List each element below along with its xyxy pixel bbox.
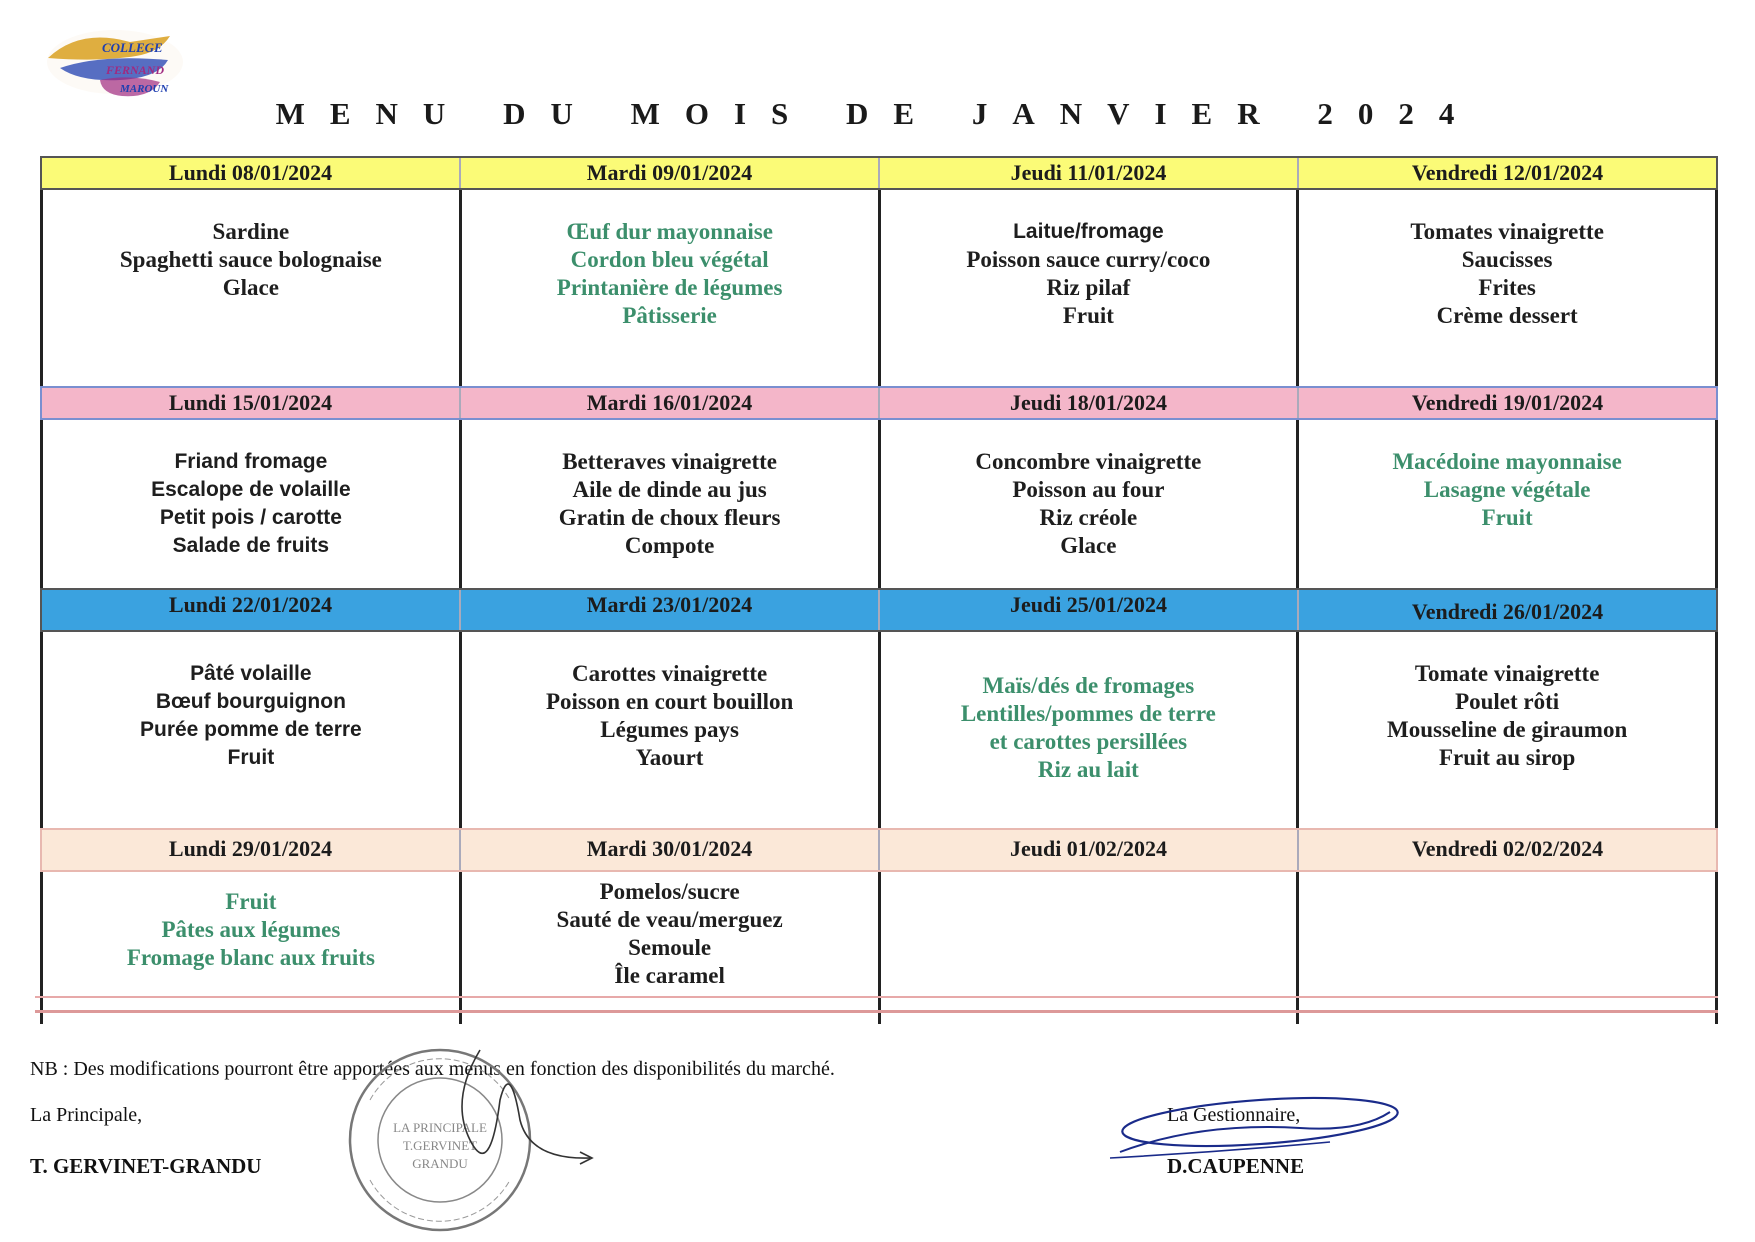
menu-note: NB : Des modifications pourront être apportées aux menus en fonction des disponibilités du marché. xyxy=(30,1058,835,1080)
day-header: Vendredi 19/01/2024 xyxy=(1411,390,1604,415)
day-header: Lundi 08/01/2024 xyxy=(42,158,461,188)
dish: Tomate vinaigrette xyxy=(1414,661,1600,686)
dish: Pâté volaille xyxy=(190,662,312,685)
dish: Sauté de veau/merguez xyxy=(556,907,783,932)
svg-text:FERNAND: FERNAND xyxy=(106,63,165,77)
dish: Maïs/dés de fromages xyxy=(982,673,1195,698)
day-menu xyxy=(881,190,1300,386)
page-title: MENU DU MOIS DE JANVIER 2024 xyxy=(275,96,1480,131)
dish: Purée pomme de terre xyxy=(139,718,362,741)
week-dishes xyxy=(40,190,1718,386)
dish: Fromage blanc aux fruits xyxy=(126,945,375,970)
college-logo xyxy=(40,18,190,106)
week-header xyxy=(40,828,1718,872)
dish: Gratin de choux fleurs xyxy=(558,505,781,530)
dish: Île caramel xyxy=(614,963,725,988)
gestionnaire-label: La Gestionnaire, xyxy=(1167,1104,1301,1126)
dish: Légumes pays xyxy=(600,717,739,742)
day-menu xyxy=(462,420,881,588)
dish: Fruit xyxy=(227,746,275,769)
day-menu-vegetarian xyxy=(43,872,462,1024)
week-dishes xyxy=(40,420,1718,588)
day-menu xyxy=(881,420,1300,588)
table-bottom-border xyxy=(35,1010,1718,1013)
dish: Poisson en court bouillon xyxy=(545,689,794,714)
week-header xyxy=(40,588,1718,632)
dish: Crème dessert xyxy=(1436,303,1578,328)
day-menu xyxy=(43,190,462,386)
day-menu-vegetarian xyxy=(1299,420,1715,588)
dish: Poulet rôti xyxy=(1455,689,1560,714)
dish: Petit pois / carotte xyxy=(159,506,342,529)
day-header: Lundi 15/01/2024 xyxy=(42,388,461,418)
principal-signature xyxy=(420,1040,600,1190)
day-header: Vendredi 26/01/2024 xyxy=(1411,599,1604,624)
dish: Glace xyxy=(1060,533,1117,558)
svg-text:T.GERVINET: T.GERVINET xyxy=(402,1138,478,1153)
dish: Fruit xyxy=(225,889,277,914)
dish: Bœuf bourguignon xyxy=(155,690,346,713)
day-menu xyxy=(1299,632,1715,828)
dish: Pâtisserie xyxy=(622,303,717,328)
week-dishes xyxy=(40,632,1718,828)
day-header: Jeudi 18/01/2024 xyxy=(880,388,1299,418)
dish: Sardine xyxy=(212,219,290,244)
day-header: Vendredi 12/01/2024 xyxy=(1411,160,1604,185)
dish: Riz pilaf xyxy=(1046,275,1131,300)
svg-text:LA PRINCIPALE: LA PRINCIPALE xyxy=(393,1120,487,1135)
dish: Carottes vinaigrette xyxy=(572,661,768,686)
day-header: Jeudi 01/02/2024 xyxy=(880,830,1299,870)
dish: Aile de dinde au jus xyxy=(572,477,767,502)
dish: Semoule xyxy=(628,935,712,960)
day-menu-empty xyxy=(881,872,1300,1024)
dish: Macédoine mayonnaise xyxy=(1392,449,1622,474)
day-menu xyxy=(462,872,881,1024)
day-menu-empty xyxy=(1299,872,1715,1024)
dish: Escalope de volaille xyxy=(151,478,351,501)
day-menu xyxy=(1299,190,1715,386)
dish: Fruit xyxy=(1481,505,1533,530)
day-menu xyxy=(43,632,462,828)
dish: Salade de fruits xyxy=(172,534,330,557)
dish: Compote xyxy=(624,533,715,558)
dish: Friand fromage xyxy=(174,450,328,473)
dish: Spaghetti sauce bolognaise xyxy=(119,247,382,272)
week-dishes xyxy=(40,872,1718,1024)
dish: Glace xyxy=(222,275,279,300)
dish: Mousseline de giraumon xyxy=(1387,717,1628,742)
day-menu-vegetarian xyxy=(462,190,881,386)
dish: Pomelos/sucre xyxy=(599,879,740,904)
svg-text:GRANDU: GRANDU xyxy=(412,1156,468,1171)
principal-name: T. GERVINET-GRANDU xyxy=(30,1154,262,1178)
dish: Riz au lait xyxy=(1037,757,1139,782)
dish: Printanière de légumes xyxy=(556,275,783,300)
dish: Riz créole xyxy=(1039,505,1138,530)
day-header: Mardi 09/01/2024 xyxy=(461,158,880,188)
day-header: Mardi 30/01/2024 xyxy=(461,830,880,870)
day-header: Lundi 29/01/2024 xyxy=(42,830,461,870)
dish: et carottes persillées xyxy=(989,729,1188,754)
svg-text:MAROUN: MAROUN xyxy=(120,83,169,95)
dish: Frites xyxy=(1478,275,1536,300)
dish: Lentilles/pommes de terre xyxy=(960,701,1216,726)
svg-text:COLLEGE: COLLEGE xyxy=(102,40,163,55)
dish: Laitue/fromage xyxy=(1013,220,1164,243)
week-header xyxy=(40,156,1718,190)
day-header: Jeudi 11/01/2024 xyxy=(880,158,1299,188)
day-header: Lundi 22/01/2024 xyxy=(42,590,461,630)
dish: Pâtes aux légumes xyxy=(161,917,341,942)
dish: Saucisses xyxy=(1461,247,1553,272)
gestionnaire-signature xyxy=(1100,1082,1400,1182)
week-header xyxy=(40,386,1718,420)
dish: Poisson au four xyxy=(1012,477,1165,502)
day-menu-vegetarian xyxy=(881,632,1300,828)
principal-label: La Principale, xyxy=(30,1104,143,1126)
gestionnaire-name: D.CAUPENNE xyxy=(1167,1154,1305,1178)
dish: Concombre vinaigrette xyxy=(975,449,1202,474)
dish: Tomates vinaigrette xyxy=(1410,219,1604,244)
dish: Œuf dur mayonnaise xyxy=(566,219,773,244)
dish: Yaourt xyxy=(635,745,704,770)
dish: Cordon bleu végétal xyxy=(570,247,769,272)
dish: Betteraves vinaigrette xyxy=(562,449,778,474)
day-menu xyxy=(43,420,462,588)
day-header: Mardi 16/01/2024 xyxy=(461,388,880,418)
day-header: Vendredi 02/02/2024 xyxy=(1411,836,1604,861)
dish: Poisson sauce curry/coco xyxy=(966,247,1211,272)
dish: Fruit xyxy=(1062,303,1114,328)
day-header: Mardi 23/01/2024 xyxy=(461,590,880,630)
dish: Fruit au sirop xyxy=(1438,745,1576,770)
table-rule xyxy=(35,996,1718,998)
day-menu xyxy=(462,632,881,828)
dish: Lasagne végétale xyxy=(1423,477,1591,502)
day-header: Jeudi 25/01/2024 xyxy=(880,590,1299,630)
